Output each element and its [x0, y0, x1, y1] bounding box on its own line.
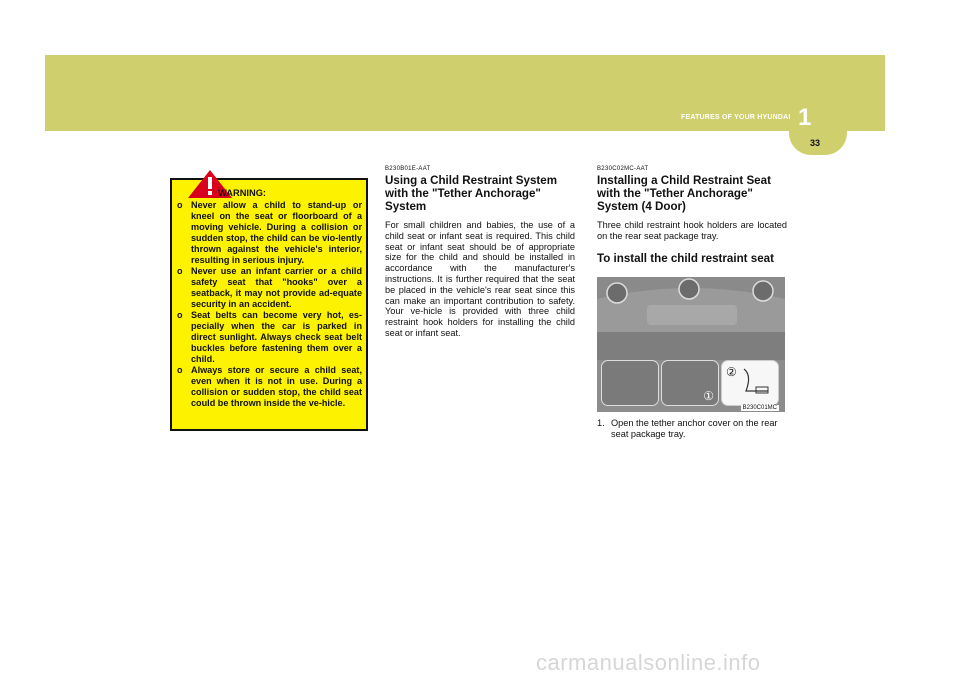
warning-box	[170, 178, 368, 431]
middle-column	[385, 166, 575, 339]
watermark: carmanualsonline.info	[536, 650, 761, 675]
page-number: 33	[810, 138, 821, 148]
section-code: B230B01E-AAT	[385, 166, 431, 172]
section-heading: Installing a Child Restraint Seat with the "Tether Anchorage" System (4 Door)	[597, 174, 771, 213]
step-number: 1.	[597, 418, 605, 428]
body-text: For small children and babies, the use of a child seat or infant seat is required. This child seat or infant seat should be of appropriate size for the child and should be installed in accordance with the manufacturer's instructions. It is further required that the seat be placed in the vehicle's rear seat since this can make an important contribution to safety. Your ve-hicle is provided with three child restraint hook holders for installing the child seat or infant seat.	[385, 220, 575, 338]
warning-item	[177, 365, 362, 409]
warning-item-text: Seat belts can become very hot, es-pecially when the car is parked in direct sunlight. Always check seat belt buckles before fastening them over a child.	[191, 310, 362, 364]
tether-diagram-thumb	[721, 360, 779, 406]
rear-window-photo	[597, 277, 785, 360]
warning-bullet: o	[177, 266, 183, 276]
warning-item	[177, 310, 362, 365]
package-tray-figure	[597, 277, 785, 412]
anchor-cover-open-thumb	[661, 360, 719, 406]
callout-two: ②	[726, 365, 737, 379]
anchor-cover-closed-thumb	[601, 360, 659, 406]
subheading: To install the child restraint seat	[597, 251, 774, 265]
warning-list	[177, 200, 362, 409]
step-text: Open the tether anchor cover on the rear seat package tray.	[611, 418, 778, 439]
body-text: Three child restraint hook holders are located on the rear seat package tray.	[597, 220, 787, 241]
warning-item-text: Never allow a child to stand-up or kneel on the seat or floorboard of a moving vehicle. During a collision or sudden stop, the child can be vio-lently thrown against the vehicle's interior, resulting in serious injury.	[191, 200, 362, 265]
tether-hook-diagram	[722, 361, 778, 405]
section-heading: Using a Child Restraint System with the "Tether Anchorage" System	[385, 174, 558, 213]
section-number: 1	[798, 104, 812, 131]
warning-bullet: o	[177, 365, 183, 375]
section-title: FEATURES OF YOUR HYUNDAI	[681, 114, 791, 121]
warning-bullet: o	[177, 200, 183, 210]
figure-label: B230C01MC	[742, 405, 777, 411]
install-step	[597, 418, 787, 440]
warning-item	[177, 200, 362, 266]
warning-item-text: Never use an infant carrier or a child safety seat that "hooks" over a seatback, it may not provide ad-equate security in an accident.	[191, 266, 362, 309]
section-code: B230C02MC-AAT	[597, 166, 649, 172]
right-column	[597, 166, 787, 274]
warning-bullet: o	[177, 310, 183, 320]
warning-item-text: Always store or secure a child seat, even when it is not in use. During a collision or sudden stop, the child seat could be thrown inside the ve-hicle.	[191, 365, 362, 408]
callout-one: ①	[703, 389, 714, 403]
warning-title: WARNING:	[218, 188, 267, 198]
warning-item	[177, 266, 362, 310]
